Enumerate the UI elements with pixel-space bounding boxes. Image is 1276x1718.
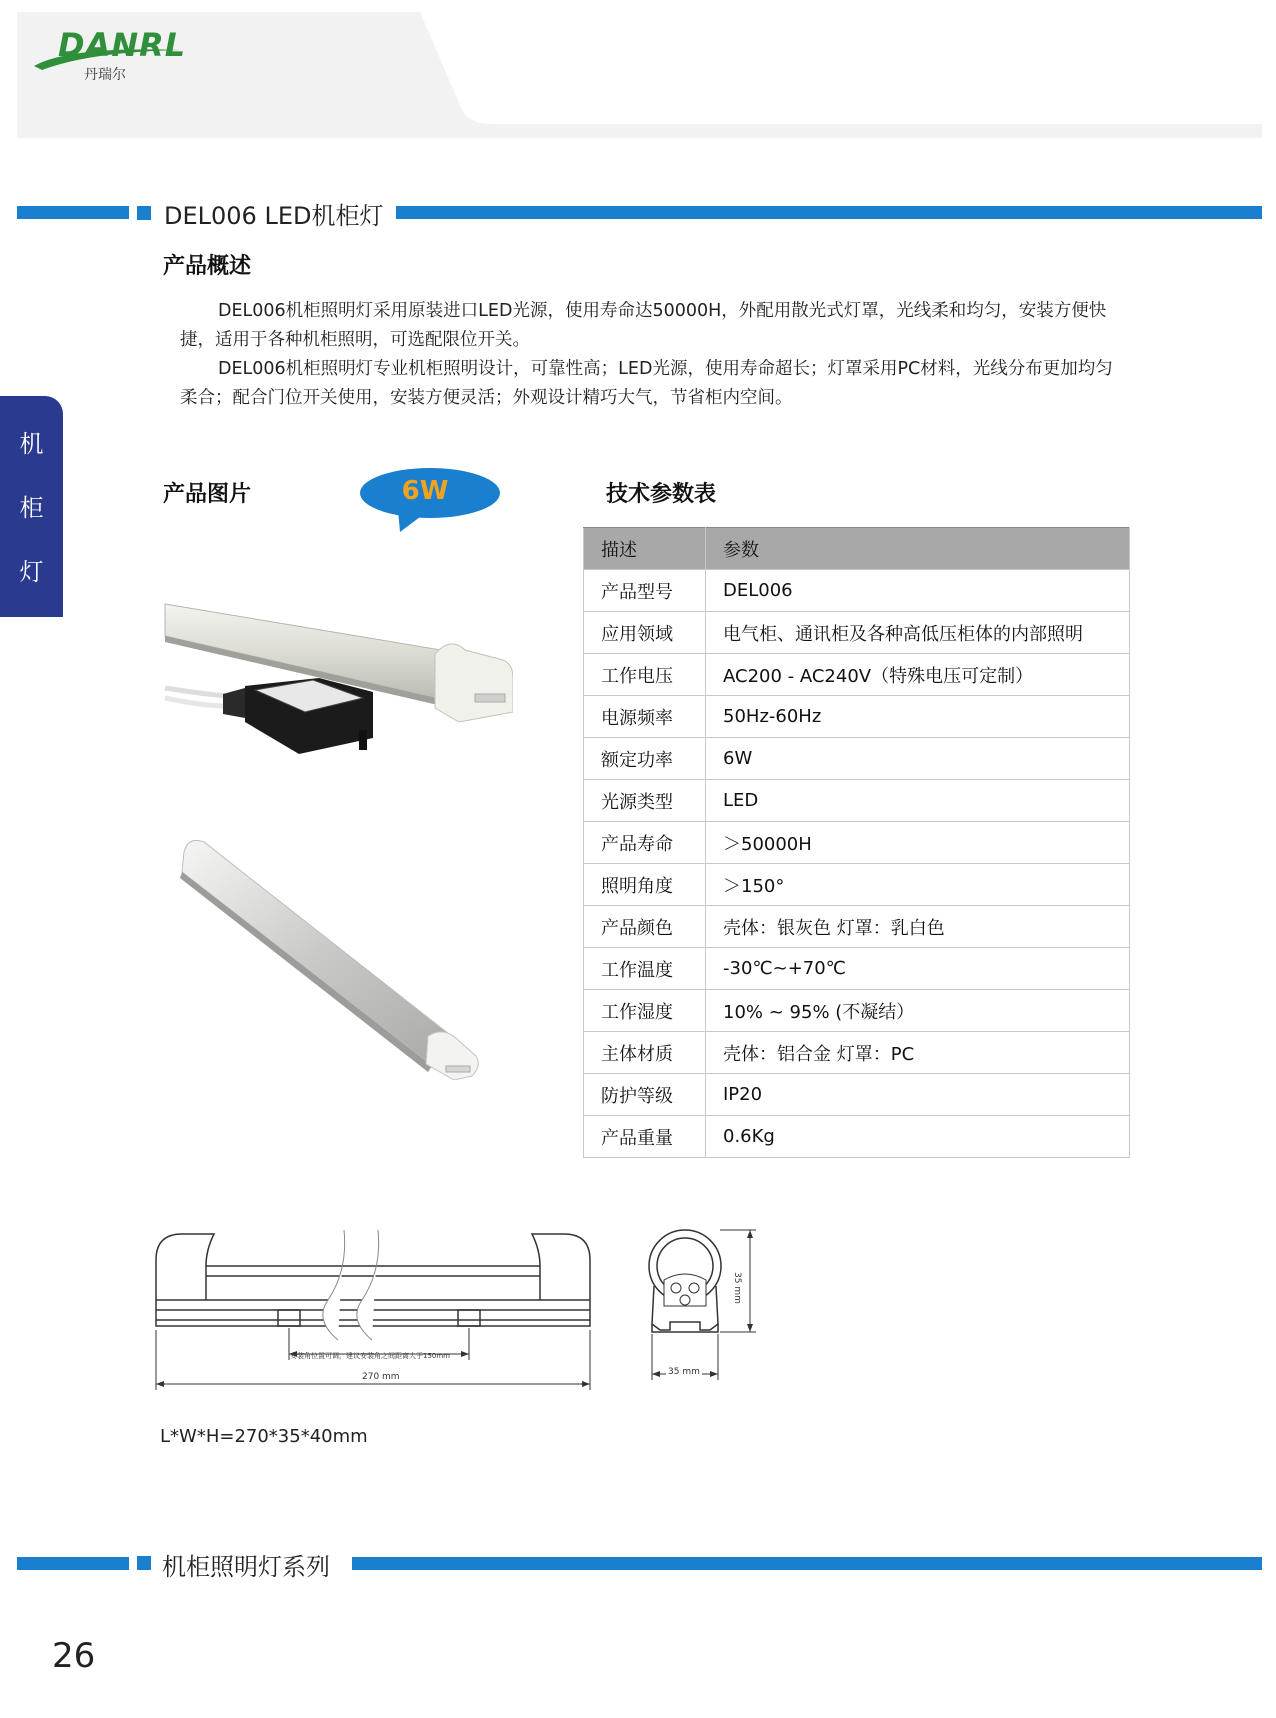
table-row: [584, 654, 1130, 696]
spec-label: 工作湿度: [584, 990, 706, 1032]
spec-label: 防护等级: [584, 1074, 706, 1116]
side-tab-char: 机: [19, 430, 44, 458]
table-row: [584, 906, 1130, 948]
spec-label: 光源类型: [584, 780, 706, 822]
height-label: 35 mm: [732, 1272, 742, 1304]
spec-label: 产品重量: [584, 1116, 706, 1158]
footer-bar-left: [17, 1557, 129, 1570]
length-label: 270 mm: [362, 1372, 400, 1382]
spec-label: 产品型号: [584, 570, 706, 612]
table-row: [584, 822, 1130, 864]
spec-label: 产品颜色: [584, 906, 706, 948]
spec-value: DEL006: [706, 570, 1130, 612]
spec-value: IP20: [706, 1074, 1130, 1116]
table-row: [584, 1116, 1130, 1158]
brand-logo: DANRL: [58, 26, 187, 64]
section-bar-right: [396, 206, 1262, 219]
end-view-drawing: [640, 1220, 770, 1380]
spec-value: ＞50000H: [706, 822, 1130, 864]
table-header-cell: 描述: [584, 528, 706, 570]
side-tab-char: 灯: [19, 558, 44, 586]
overview-heading: 产品概述: [163, 254, 252, 279]
spec-value: 0.6Kg: [706, 1116, 1130, 1158]
spec-value: AC200 - AC240V（特殊电压可定制）: [706, 654, 1130, 696]
spec-value: 50Hz-60Hz: [706, 696, 1130, 738]
table-row: [584, 990, 1130, 1032]
section-title: DEL006 LED机柜灯: [164, 202, 384, 230]
spec-label: 应用领域: [584, 612, 706, 654]
overview-paragraph-2: DEL006机柜照明灯专业机柜照明设计，可靠性高；LED光源，使用寿命超长；灯罩采用PC材料，光线分布更加均匀柔合；配合门位开关使用，安装方便灵活；外观设计精巧大气，节省柜内空间。: [180, 359, 1113, 408]
spec-value: 壳体：银灰色 灯罩：乳白色: [706, 906, 1130, 948]
spec-value: -30℃~+70℃: [706, 948, 1130, 990]
table-row: [584, 738, 1130, 780]
product-photo-tube: [176, 830, 496, 1080]
footer-bar-right: [352, 1557, 1262, 1570]
table-header-cell: 参数: [706, 528, 1130, 570]
side-category-tab: [0, 396, 63, 617]
spec-label: 额定功率: [584, 738, 706, 780]
side-tab-char: 柜: [19, 494, 44, 522]
overview-text: [180, 297, 1125, 413]
spec-label: 照明角度: [584, 864, 706, 906]
table-row: [584, 612, 1130, 654]
spec-value: LED: [706, 780, 1130, 822]
spec-table-heading: 技术参数表: [606, 482, 717, 507]
spec-value: 10% ~ 95% (不凝结）: [706, 990, 1130, 1032]
spec-label: 主体材质: [584, 1032, 706, 1074]
header-shape: [0, 0, 1276, 140]
mount-note: 安装角位置可调，建议安装角之间距离大于150mm: [290, 1352, 450, 1360]
spec-table: [583, 527, 1130, 1158]
table-row: [584, 948, 1130, 990]
page-number: 26: [52, 1636, 96, 1676]
footer-bar-square: [137, 1556, 151, 1570]
spec-label: 工作电压: [584, 654, 706, 696]
spec-value: 6W: [706, 738, 1130, 780]
overview-paragraph-1: DEL006机柜照明灯采用原装进口LED光源，使用寿命达50000H，外配用散光式灯罩，光线柔和均匀，安装方便快捷，适用于各种机柜照明，可选配限位开关。: [180, 301, 1107, 350]
table-row: [584, 864, 1130, 906]
table-row: [584, 570, 1130, 612]
width-label: 35 mm: [668, 1367, 700, 1377]
section-bar-square: [137, 206, 151, 220]
spec-value: ＞150°: [706, 864, 1130, 906]
dimensions-text: L*W*H=270*35*40mm: [160, 1426, 368, 1447]
power-badge: 6W: [401, 476, 449, 506]
spec-value: 壳体：铝合金 灯罩：PC: [706, 1032, 1130, 1074]
table-row: [584, 696, 1130, 738]
table-row: [584, 1032, 1130, 1074]
table-header-row: [584, 528, 1130, 570]
footer-series-title: 机柜照明灯系列: [162, 1553, 330, 1581]
spec-label: 电源频率: [584, 696, 706, 738]
brand-subtitle: 丹瑞尔: [84, 67, 126, 83]
table-row: [584, 1074, 1130, 1116]
section-bar-left: [17, 206, 129, 219]
product-image-heading: 产品图片: [163, 482, 252, 507]
spec-value: 电气柜、通讯柜及各种高低压柜体的内部照明: [706, 612, 1130, 654]
spec-label: 产品寿命: [584, 822, 706, 864]
product-photo-with-driver: [163, 590, 513, 780]
table-row: [584, 780, 1130, 822]
spec-label: 工作温度: [584, 948, 706, 990]
